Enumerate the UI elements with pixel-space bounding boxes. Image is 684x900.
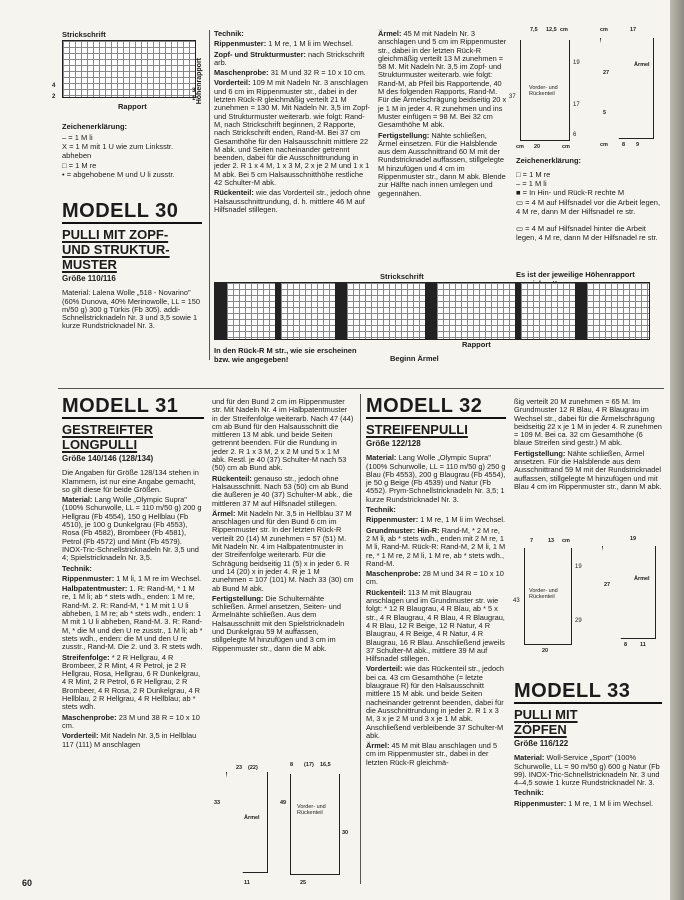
para-text: ßig verteilt 20 M zunehmen = 65 M. Im Grundmuster 12 R Blau, 4 R Blaugrau im Wechsel str., dabei für die Ärmelschrägung beidseitig 22 x je 1 M in jeder 4. R zunehmen = 109 M. Bei ca. 32 cm Gesamthöhe (6 blaue Streifen sind gestr.) M abk.	[514, 397, 662, 448]
para-text: wie das Vorderteil str., jedoch ohne Halsausschnittrundung, d. h. mittlere 46 M auf Hilfsnadel stillegen.	[214, 188, 371, 214]
modell-33-title: MODELL 33	[514, 680, 631, 702]
para-heading: Rippenmuster:	[366, 515, 419, 525]
chart-title: Strickschrift	[380, 272, 424, 281]
schematic-dim: 19	[630, 536, 637, 542]
para-heading: Zopf- und Strukturmuster:	[214, 49, 306, 59]
modell-30-text-col3	[378, 30, 508, 200]
schematic-label: Ärmel	[634, 576, 650, 582]
schematic-label: Vorder- und Rückenteil	[529, 85, 558, 97]
schematic-dim: 13	[548, 538, 555, 544]
schematic-dim: 43	[513, 598, 520, 604]
schematic-dim: 27	[603, 70, 610, 76]
knitting-chart-large	[214, 282, 650, 340]
legend-item: ▭ = 4 M auf Hilfsnadel hinter die Arbeit legen, 4 M re, dann M der Hilfsnadel re str.	[516, 224, 658, 242]
para-text: und für den Bund 2 cm im Rippenmuster str. Mit Nadeln Nr. 4 im Halbpatentmuster in der Streifenfolge weiterarb. Nach 47 (44) cm ab Bund für den Halsausschnitt die mittleren 13 M abk. und beide Seiten getrennt beenden. Für die Rundung in jeder 2. R 1 x 3 M, 2 x 2 M und 5 x 1 M abk. Restl. je 40 (37) Schulter-M nach 53 (50) cm ab Bund abk.	[212, 397, 354, 473]
schematic-label: Ärmel	[244, 815, 260, 821]
schematic-dim: 17	[630, 27, 637, 33]
schematic-dim: cm	[562, 144, 570, 150]
modell-31-col1	[62, 395, 204, 751]
modell-31-subtitle: GESTREIFTER	[62, 422, 154, 437]
para-heading: Maschenprobe:	[214, 68, 269, 78]
para-heading: Vorderteil:	[62, 731, 99, 741]
modell-33-subtitle: ZÖPFEN	[514, 722, 567, 737]
schematic-dim: 11	[640, 642, 646, 648]
legend-title: Zeichenerklärung:	[516, 156, 582, 165]
para-text: Nähte schließen, Ärmel einsetzen. Für die Halsblende aus dem Ausschnittrand 60 M mit der Rundstricknadel auffassen, stillgelegte M hinzufügen und 4 cm im Rippenmuster str., dann M abk. Blende zur Hälfte nach innen umlegen und gegennähen.	[378, 130, 506, 198]
para-heading: Rückenteil:	[366, 587, 406, 597]
modell-32-subtitle: STREIFENPULLI	[366, 422, 468, 437]
para-heading: Rippenmuster:	[214, 39, 267, 49]
column-divider	[209, 30, 210, 360]
para-heading: Technik:	[514, 788, 544, 798]
schematic-dim: 23	[236, 765, 243, 771]
row-mark: 1	[192, 96, 196, 102]
column-divider	[360, 394, 361, 884]
para-heading: Ärmel:	[212, 508, 236, 518]
schematic-label: Ärmel	[634, 62, 650, 68]
schematic-dim: cm	[560, 27, 568, 33]
schematic-dim: (17)	[304, 762, 314, 768]
schematic-dim: 19	[575, 564, 582, 570]
para-text: wie das Rückenteil str., jedoch bei ca. 43 cm Gesamthöhe (= letzte blaugraue R) für den Halsausschnitt mittlere 15 M abk. und beide Seiten nacheinander getrennt beenden, dabei für die Ausschnittrundung in jeder 2. R 1 x 3 M, 3 x je 2 M und 3 x je 1 M abk. Anschließend verbleibende 37 Schulter-M abk.	[366, 664, 504, 740]
modell-32-size: Größe 122/128	[366, 439, 421, 448]
para-heading: Fertigstellung:	[514, 448, 566, 458]
para-text: 1. R: Rand-M, * 1 M re, 1 M li; ab * stets wdh., enden: 1 M re, Rand-M. 2. R: Rand-M, * 1 M mit 1 U li abheben, 1 M re; ab * stets wdh., enden: 1 M mit 1 U li abheben, Rand-M. 3. R: Rand-M, * die M und den U re zusstr., 1 M li; ab * stets wdh., enden: die M und den U re zusstr., Rand-M. Die 2. und 3. R stets wdh.	[62, 584, 203, 652]
schematic-dim: 16,5	[320, 762, 331, 768]
schematic-label: Vorder- und Rückenteil	[297, 804, 326, 816]
modell-30-body-schematic	[509, 40, 580, 141]
para-text: Lang Wolle „Olympic Supra" (100% Schurwolle, LL = 110 m/50 g) 200 g Hellgrau (Fb 4554), 150 g Hellblau (Fb 4510), je 100 g Dunkelgrau (Fb 4553), Rosa (Fb 4582), Brombeer (Fb 4581), Petrol (Fb 4572) und Mint (Fb 4579). INOX-Tric-Schnellstricknadeln Nr. 3,5 und 4; Spielstricknadeln Nr. 3,5.	[62, 495, 202, 563]
modell-31-col2	[212, 398, 354, 655]
knitting-chart-small	[62, 40, 196, 98]
modell-33-subtitle: PULLI MIT	[514, 707, 578, 722]
hoehen-note: Es ist der jeweilige Höhenrapport	[516, 270, 635, 279]
para-heading: Rückenteil:	[212, 473, 252, 483]
para-heading: Rippenmuster:	[514, 798, 567, 808]
schematic-dim: 27	[604, 582, 611, 588]
modell-32-col2	[514, 398, 662, 493]
rapport-label: Rapport	[118, 102, 147, 111]
schematic-dim: 5	[603, 110, 607, 116]
schematic-dim: 8	[290, 762, 294, 768]
para-text: nach Strickschrift arb.	[214, 49, 365, 67]
para-text: Woll-Service „Sport" (100% Schurwolle, LL = 90 m/50 g) 600 g Natur (Fb 99). INOX-Tric-Schnellstricknadeln Nr. 3 und 4–4,5 sowie 1 kurze Rundstricknadel Nr. 3.	[514, 753, 660, 788]
para-heading: Vorderteil:	[366, 664, 403, 674]
page-edge	[670, 0, 684, 900]
schematic-dim: 25	[300, 880, 307, 886]
para-text: * 2 R Hellgrau, 4 R Brombeer, 2 R Mint, 4 R Petrol, je 2 R Hellgrau, Rosa, Hellgrau, 6 R Dunkelgrau, 4 R Mint, 2 R Petrol, 6 R Hellgrau, 2 R Brombeer, 4 R Rosa, 2 R Dunkelgrau, 4 R Hellblau, 2 R Hellgrau, 4 R Hellblau; ab * stets wdh.	[62, 652, 201, 712]
schematic-dim: (22)	[248, 765, 258, 771]
para-heading: Grundmuster: Hin-R:	[366, 525, 440, 535]
legend-item: X = 1 M mit 1 U wie zum Linksstr. abheben	[62, 142, 174, 160]
section-divider	[58, 388, 664, 389]
para-heading: Fertigstellung:	[378, 130, 430, 140]
para-text: 1 M li, 1 M re im Wechsel.	[116, 573, 202, 583]
legend-item: – = 1 M li	[516, 179, 547, 188]
para-text: Die Schulternähte schließen. Ärmel ansetzen, Seiten- und Ärmelnähte schließen. Aus dem Halsausschnitt mit den Spielstricknadeln und Dunkelgrau 59 M auffassen, stillgelegte M hinzufügen und 3 cm im Rippenmuster str., dann die M abk.	[212, 593, 345, 653]
schematic-dim: 7,5	[530, 27, 538, 33]
schematic-dim: 8	[622, 142, 626, 148]
modell-32-sleeve-schematic	[602, 546, 656, 639]
modell-30-heading	[62, 200, 202, 333]
schematic-dim: 11	[244, 880, 250, 886]
para-heading: Maschenprobe:	[62, 712, 117, 722]
hoehenrapport-label: Höhenrapport	[196, 58, 203, 105]
para-heading: Ärmel:	[378, 29, 402, 38]
modell-31-body-schematic	[290, 774, 340, 875]
modell-30-subtitle: MUSTER	[62, 257, 117, 272]
schematic-dim: cm	[600, 142, 608, 148]
para-heading: Maschenprobe:	[366, 569, 421, 579]
para-heading: Rippenmuster:	[62, 573, 115, 583]
para-text: 1 M re, 1 M li im Wechsel.	[268, 39, 354, 49]
para-heading: Technik:	[214, 29, 244, 38]
para-heading: Material:	[62, 495, 93, 505]
schematic-dim: 37	[509, 94, 516, 100]
legend-title: Zeichenerklärung:	[62, 122, 128, 131]
legend-item: • = abgehobene M und U li zusstr.	[62, 170, 175, 179]
legend-item: – = 1 M li	[62, 133, 93, 142]
legend-item: □ = 1 M re	[516, 170, 551, 179]
para-heading: Fertigstellung:	[212, 593, 264, 603]
para-text: 113 M mit Blaugrau anschlagen und im Grundmuster str. wie folgt: * 12 R Blaugrau, 4 R Blau, ab * 5 x str., 4 R Blaugrau, 4 R Blau, 4 R Blaugrau, 4 R Blau, 12 R Beige, 12 R Natur, 4 R Blaugrau, 4 R Beige, 4 R Natur, 4 R Blaugrau, 16 R Blau. Anschließend jeweils 37 Schulter-M abk., mittlere 39 M auf Hilfsnadel stillegen.	[366, 587, 505, 664]
schematic-dim: 49	[280, 800, 287, 806]
schematic-dim: cm	[600, 27, 608, 33]
modell-30-material: Material: Lalena Wolle „518 - Novarino" (60% Dunova, 40% Merinowolle, LL = 150 m/50 g) 300 g Türkis (Fb 305). addi-Schnellstricknadeln Nr. 3 und 3,5 sowie 1 kurze Rundstricknadel Nr. 3.	[62, 288, 200, 331]
modell-33-col	[514, 680, 662, 810]
modell-32-title: MODELL 32	[366, 395, 483, 417]
para-heading: Rückenteil:	[214, 188, 254, 198]
para-text: Mit Nadeln Nr. 3,5 in Hellblau 37 M anschlagen und für den Bund 6 cm im Rippenmuster str. In der letzten Rück-R verteilt 20 (14) M zunehmen = 57 (51) M. Mit Nadeln Nr. 4 im Halbpatentmuster in der Streifenfolge weiterarb. Für die Schrägung beidseitig 11 (5) x in jeder 6. R und 14 (20) x in jeder 4. R je 1 M zunehmen = 107 (101) M. Nach 33 (30) cm ab Bund M abk.	[212, 508, 354, 593]
row-mark: 3	[192, 88, 196, 94]
beginn-aermel-label: Beginn Ärmel	[390, 354, 439, 363]
schematic-dim: cm	[562, 538, 570, 544]
modell-30-subtitle: PULLI MIT ZOPF-	[62, 227, 169, 242]
row-mark: 2	[52, 94, 56, 100]
para-heading: Material:	[514, 753, 545, 763]
schematic-dim: 29	[575, 618, 582, 624]
modell-31-intro: Die Angaben für Größe 128/134 stehen in Klammern, ist nur eine Angabe gemacht, so gilt diese für beide Größen.	[62, 468, 199, 494]
para-text: 1 M re, 1 M li im Wechsel.	[420, 515, 506, 525]
para-heading: Material:	[366, 453, 397, 463]
page-number: 60	[22, 878, 33, 888]
para-text: 28 M und 34 R = 10 x 10 cm.	[366, 569, 504, 587]
modell-30-text-col2	[214, 30, 372, 216]
rapport-label: Rapport	[462, 340, 491, 349]
modell-32-col1	[366, 395, 506, 769]
para-heading: Ärmel:	[366, 741, 390, 751]
para-heading: Streifenfolge:	[62, 652, 110, 662]
modell-31-sleeve-schematic	[226, 772, 268, 873]
schematic-dim: 20	[542, 648, 549, 654]
para-text: 1 M re, 1 M li im Wechsel.	[568, 798, 654, 808]
para-heading: Technik:	[62, 563, 92, 573]
schematic-dim: 12,5	[546, 27, 557, 33]
schematic-dim: 19	[573, 60, 580, 66]
modell-32-body-schematic	[513, 548, 582, 645]
para-text: Lang Wolle „Olympic Supra" (100% Schurwolle, LL = 110 m/50 g) 250 g Blau (Fb 4553), 200 g Blaugrau (Fb 4554), je 50 g Beige (Fb 4539) und Natur (Fb 4552). Prym-Schnellstricknadeln Nr. 3,5; 1 kurze Rundstricknadel Nr. 3.	[366, 453, 506, 504]
schematic-label: Vorder- und Rückenteil	[529, 588, 558, 600]
schematic-dim: 7	[530, 538, 534, 544]
para-text: Nähte schließen, Ärmel ansetzen. Für die Halsblende aus dem Ausschnittrand 59 M mit der Rundstricknadel auffassen, stillgelegte M hinzufügen und mit Blau 4 cm im Rippenmuster str., dann M abk.	[514, 448, 662, 491]
schematic-dim: 20	[534, 144, 541, 150]
legend-item: ■ = In Hin- und Rück-R rechte M	[516, 188, 625, 197]
chart-note: In den Rück-R M str., wie sie erscheinen bzw. wie angegeben!	[214, 346, 357, 364]
para-text: 45 M mit Nadeln Nr. 3 anschlagen und 5 cm im Rippenmuster str., dabei in der letzten Rück-R gleichmäßig verteilt 13 M zunehmen = 58 M. Mit Nadeln Nr. 3,5 im Zopf- und Strukturmuster weiterarb. wie folgt: Rand-M, ab Pfeil bis Rapportende, 40 M des folgenden Rapports, Rand-M. Für die Ärmelschrägung beidseitig 20 x je 1 M in jeder 4. R zunehmen und ins Muster einfügen = 98 M. Bei 32 cm Gesamthöhe M abk.	[378, 29, 507, 130]
modell-31-size: Größe 140/146 (128/134)	[62, 454, 154, 463]
para-text: genauso str., jedoch ohne Halsausschnitt. Nach 53 (50) cm ab Bund die äußeren je 40 (37) Schulter-M abk., die mittleren 37 M auf Hilfsnadel stillegen.	[212, 473, 353, 508]
legend-item: □ = 1 M re	[62, 161, 97, 170]
modell-33-size: Größe 116/122	[514, 739, 569, 748]
modell-30-size: Größe 110/116	[62, 274, 116, 283]
schematic-dim: 17	[573, 102, 580, 108]
para-text: 23 M und 38 R = 10 x 10 cm.	[62, 712, 200, 730]
para-text: 45 M mit Blau anschlagen und 5 cm im Rippenmuster str., dabei in der letzten Rück-R gleichmä-	[366, 741, 498, 767]
para-text: 109 M mit Nadeln Nr. 3 anschlagen und 6 cm im Rippenmuster str., dabei in der letzten Rück-R gleichmäßig verteilt 21 M zunehmen = 130 M. Mit Nadeln Nr. 3,5 im Zopf- und Strukturmuster weiterarb. wie folgt: Rand-M, nach Strickschrift beginnen, 2 Rapporte, nach Strickschrift enden, Rand-M. Bei 37 cm Gesamthöhe für den Halsausschnitt mittlere 22 M abk. und Seiten nacheinander getrennt beenden, dabei für die Ausschnittrundung in jeder 2. R 1 x 4 M, 1 x 3 M, 2 x je 2 M und 1 x 1 M abk. Bei 5 cm Halsausschnitthöhe restliche 42 Schulter-M abk.	[214, 78, 370, 188]
schematic-dim: 33	[214, 800, 221, 806]
schematic-dim: 9	[636, 142, 640, 148]
schematic-dim: 6	[573, 132, 577, 138]
modell-30-subtitle: UND STRUKTUR-	[62, 242, 170, 257]
schematic-dim: 8	[624, 642, 628, 648]
para-heading: Halbpatentmuster:	[62, 584, 128, 594]
modell-31-subtitle: LONGPULLI	[62, 437, 138, 452]
modell-31-title: MODELL 31	[62, 395, 179, 417]
legend-item: ▭ = 4 M auf Hilfsnadel vor die Arbeit legen, 4 M re, dann M der Hilfsnadel re str.	[516, 198, 661, 216]
para-heading: Technik:	[366, 505, 396, 515]
schematic-dim: cm	[516, 144, 524, 150]
para-text: 31 M und 32 R = 10 x 10 cm.	[270, 68, 366, 78]
schematic-dim: 30	[342, 830, 349, 836]
para-heading: Vorderteil:	[214, 78, 251, 88]
row-mark: 4	[52, 83, 56, 89]
chart-title: Strickschrift	[62, 30, 106, 39]
para-text: Rand-M, * 2 M re, 2 M li, ab * stets wdh., enden mit 2 M re, 1 M li, Rand-M. Rück-R: Rand-M, 2 M li, 1 M re, * 1 M re, 2 M li, 1 M re, ab * stets wdh., Rand-M.	[366, 525, 506, 568]
para-text: Mit Nadeln Nr. 3,5 in Hellblau 117 (111) M anschlagen	[62, 731, 197, 749]
modell-30-title: MODELL 30	[62, 200, 179, 222]
modell-30-sleeve-schematic	[600, 38, 654, 139]
